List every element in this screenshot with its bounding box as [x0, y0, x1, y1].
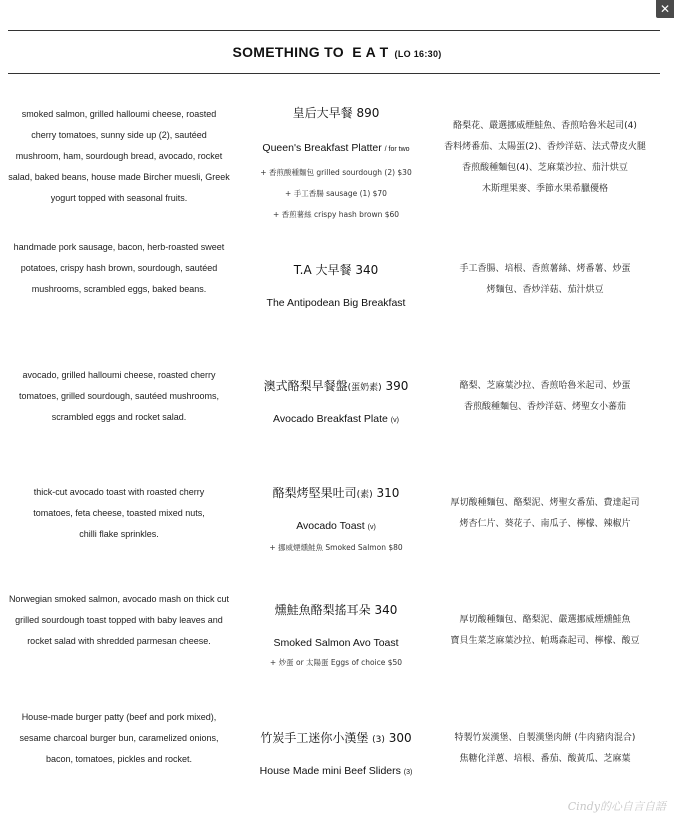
- item-price: 340: [355, 263, 379, 277]
- item-name-zh: 竹炭手工迷你小漢堡 (3) 300: [260, 731, 412, 745]
- item-description: House-made burger patty (beef and pork mixed), sesame charcoal burger bun, caramelized onions, bacon, tomatoes, pickles and rocket.: [19, 712, 219, 764]
- item-name-zh: 皇后大早餐 890: [292, 106, 380, 120]
- item-name-en: Avocado Breakfast Plate (v): [273, 413, 399, 425]
- item-zh-detail: 木斯理果麥、季節水果希臘優格: [481, 184, 608, 194]
- item-name-en: Smoked Salmon Avo Toast: [273, 637, 399, 649]
- item-name-zh: 澳式酪梨早餐盤(蛋奶素) 390: [263, 379, 409, 393]
- item-zh-detail: 厚切酸種麵包、酪梨泥、嚴選挪威煙燻鮭魚: [459, 615, 631, 625]
- watermark: Cindy的心自言自語: [567, 800, 666, 813]
- addon-option: + 炒蛋 or 太陽蛋 Eggs of choice $50: [269, 658, 403, 667]
- item-zh-detail: 焦糖化洋蔥、培根、番茄、酸黃瓜、芝麻葉: [459, 754, 631, 764]
- item-zh-detail: 香煎酸種麵包、香炒洋菇、烤聖女小蕃茄: [463, 402, 626, 412]
- addon-option: + 手工香腸 sausage (1) $70: [285, 189, 387, 198]
- item-price: 890: [356, 106, 380, 120]
- item-price: 300: [388, 731, 412, 745]
- item-name-zh: 酪梨烤堅果吐司(素) 310: [272, 486, 400, 500]
- addon-option: + 香煎酸種麵包 grilled sourdough (2) $30: [260, 168, 412, 177]
- last-order-time: (LO 16:30): [394, 49, 442, 59]
- addon-option: + 挪威煙燻鮭魚 Smoked Salmon $80: [269, 543, 403, 552]
- item-description: avocado, grilled halloumi cheese, roasted cherry tomatoes, grilled sourdough, sautéed mushrooms, scrambled eggs and rocket salad.: [18, 370, 220, 422]
- item-name-en: Avocado Toast (v): [296, 520, 376, 532]
- top-rule: [8, 30, 660, 31]
- page-title: [0, 44, 674, 60]
- item-name-en: The Antipodean Big Breakfast: [266, 297, 406, 309]
- item-zh-detail: 特製竹炭漢堡、自製漢堡肉餅 (牛肉豬肉混合): [454, 733, 636, 743]
- header-rule: [8, 73, 660, 74]
- item-name-en: House Made mini Beef Sliders (3): [259, 765, 413, 777]
- addon-option: + 香煎薯絲 crispy hash brown $60: [272, 210, 400, 219]
- item-description: smoked salmon, grilled halloumi cheese, roasted cherry tomatoes, sunny side up (2), sautéed mushroom, ham, sourdough bread, avocado, rocket salad, baked beans, house made Bircher muesli, Greek yogurt topped with seasonal fruits.: [8, 109, 230, 203]
- item-zh-detail: 香煎酸種麵包(4)、芝麻葉沙拉、茄汁烘豆: [462, 163, 628, 173]
- item-name-zh: 燻鮭魚酪梨搖耳朵 340: [274, 603, 398, 617]
- item-zh-detail: 烤麵包、香炒洋菇、茄汁烘豆: [486, 285, 604, 295]
- item-zh-detail: 手工香腸、培根、香煎薯絲、烤番薯、炒蛋: [459, 264, 631, 274]
- item-name-zh: T.A 大早餐 340: [293, 263, 379, 277]
- title-text: SOMETHING TO E A T: [232, 44, 389, 60]
- item-zh-detail: 香料烤番茄、太陽蛋(2)、香炒洋菇、法式帶皮火腿: [444, 142, 646, 152]
- item-zh-detail: 酪梨花、嚴選挪威煙鮭魚、香煎哈魯米起司(4): [453, 121, 637, 131]
- item-zh-detail: 厚切酸種麵包、酪梨泥、烤聖女番茄、費達起司: [450, 498, 640, 508]
- item-zh-detail: 酪梨、芝麻葉沙拉、香煎哈魯米起司、炒蛋: [459, 381, 631, 391]
- item-zh-detail: 寶貝生菜芝麻葉沙拉、帕瑪森起司、檸檬、酸豆: [450, 636, 640, 646]
- item-price: 340: [374, 603, 398, 617]
- item-name-en: Queen's Breakfast Platter / for two: [262, 142, 410, 154]
- item-description: handmade pork sausage, bacon, herb-roasted sweet potatoes, crispy hash brown, sourdough, sautéed mushrooms, scrambled eggs, baked beans.: [13, 242, 225, 294]
- close-icon[interactable]: ✕: [656, 0, 674, 18]
- item-description: Norwegian smoked salmon, avocado mash on thick cut grilled sourdough toast topped with baby leaves and rocket salad with shredded parmesan cheese.: [8, 594, 230, 646]
- item-price: 310: [376, 486, 400, 500]
- item-description: thick-cut avocado toast with roasted cherry tomatoes, feta cheese, toasted mixed nuts, chilli flake sprinkles.: [33, 487, 205, 539]
- item-price: 390: [385, 379, 409, 393]
- item-zh-detail: 烤杏仁片、葵花子、南瓜子、檸檬、辣椒片: [459, 519, 631, 529]
